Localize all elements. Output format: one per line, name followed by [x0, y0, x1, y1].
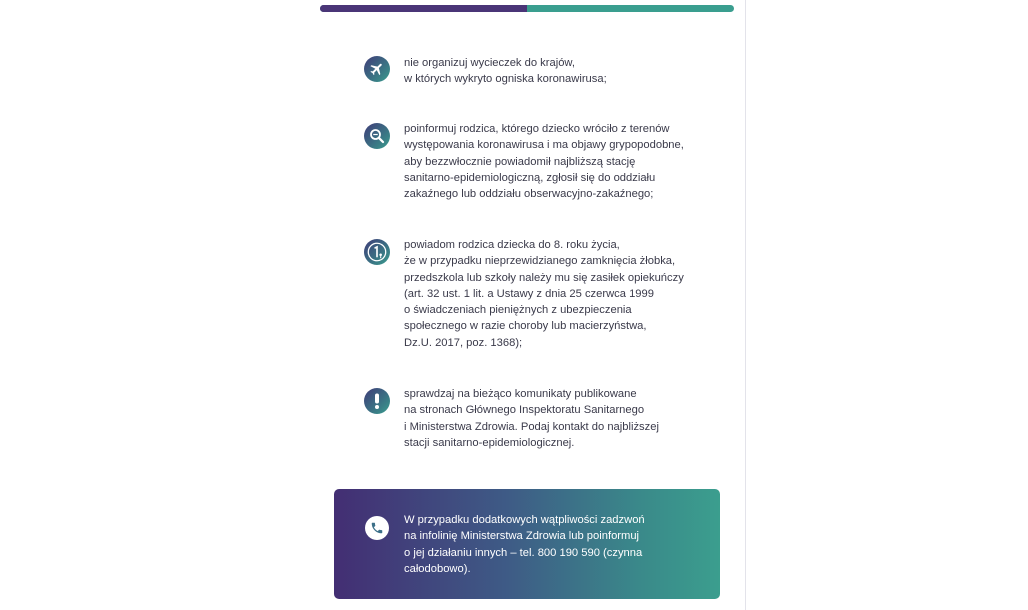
advice-line: Dz.U. 2017, poz. 1368); — [404, 336, 523, 349]
exclamation-icon — [364, 388, 390, 414]
phone-icon — [365, 516, 389, 540]
advice-line: aby bezzwłocznie powiadomił najbliższą stację — [404, 155, 636, 168]
hotline-line: W przypadku dodatkowych wątpliwości zadzwoń — [404, 514, 645, 526]
advice-line: sprawdzaj na bieżąco komunikaty publikowane — [404, 388, 637, 400]
advice-line: powiadom rodzica dziecka do 8. roku życia, — [404, 239, 620, 251]
advice-item-travel — [364, 55, 724, 89]
magnifier-icon — [364, 123, 390, 149]
advice-item-inform-parent — [364, 121, 724, 203]
advice-item-check-announcements — [364, 386, 724, 452]
advice-line: o świadczeniach pieniężnych z ubezpieczenia — [404, 304, 632, 317]
advice-line: występowania koronawirusa i ma objawy grypopodobne, — [404, 139, 684, 152]
advice-line: stacji sanitarno-epidemiologicznej. — [404, 436, 575, 449]
advice-line: nie organizuj wycieczek do krajów, — [404, 57, 576, 69]
column-divider — [745, 0, 746, 610]
advice-item-care-allowance — [364, 237, 724, 352]
advice-line: że w przypadku nieprzewidzianego zamknięcia żłobka, — [404, 255, 676, 268]
advice-text — [404, 237, 724, 351]
advice-line: poinformuj rodzica, którego dziecko wróciło z terenów — [404, 123, 670, 135]
advice-text — [404, 55, 724, 88]
progress-bar-fill — [320, 5, 527, 12]
advice-text — [404, 121, 724, 202]
advice-line: (art. 32 ust. 1 lit. a Ustawy z dnia 25 czerwca 1999 — [404, 287, 654, 300]
hotline-line: całodobowo). — [404, 562, 471, 575]
hotline-callout — [334, 489, 720, 599]
progress-bar — [320, 5, 734, 12]
advice-text — [404, 386, 724, 451]
advice-line: i Ministerstwa Zdrowia. Podaj kontakt do najbliższej — [404, 420, 659, 433]
advice-line: na stronach Głównego Inspektoratu Sanitarnego — [404, 404, 645, 417]
hotline-line: o jej działaniu innych – tel. 800 190 590 (czynna — [404, 546, 643, 559]
advice-line: sanitarno-epidemiologiczną, zgłosił się do oddziału — [404, 171, 656, 184]
advice-line: przedszkola lub szkoły należy mu się zasiłek opiekuńczy — [404, 271, 684, 284]
advice-line: zakaźnego lub oddziału obserwacyjno-zakaźnego; — [404, 188, 654, 201]
hotline-text — [404, 512, 704, 577]
airplane-icon — [364, 56, 390, 82]
advice-line: w których wykryto ogniska koronawirusa; — [404, 73, 607, 86]
hotline-line: na infolinię Ministerstwa Zdrowia lub poinformuj — [404, 530, 640, 543]
child-icon — [364, 239, 390, 265]
advice-line: społecznego w razie choroby lub macierzyństwa, — [404, 320, 647, 333]
